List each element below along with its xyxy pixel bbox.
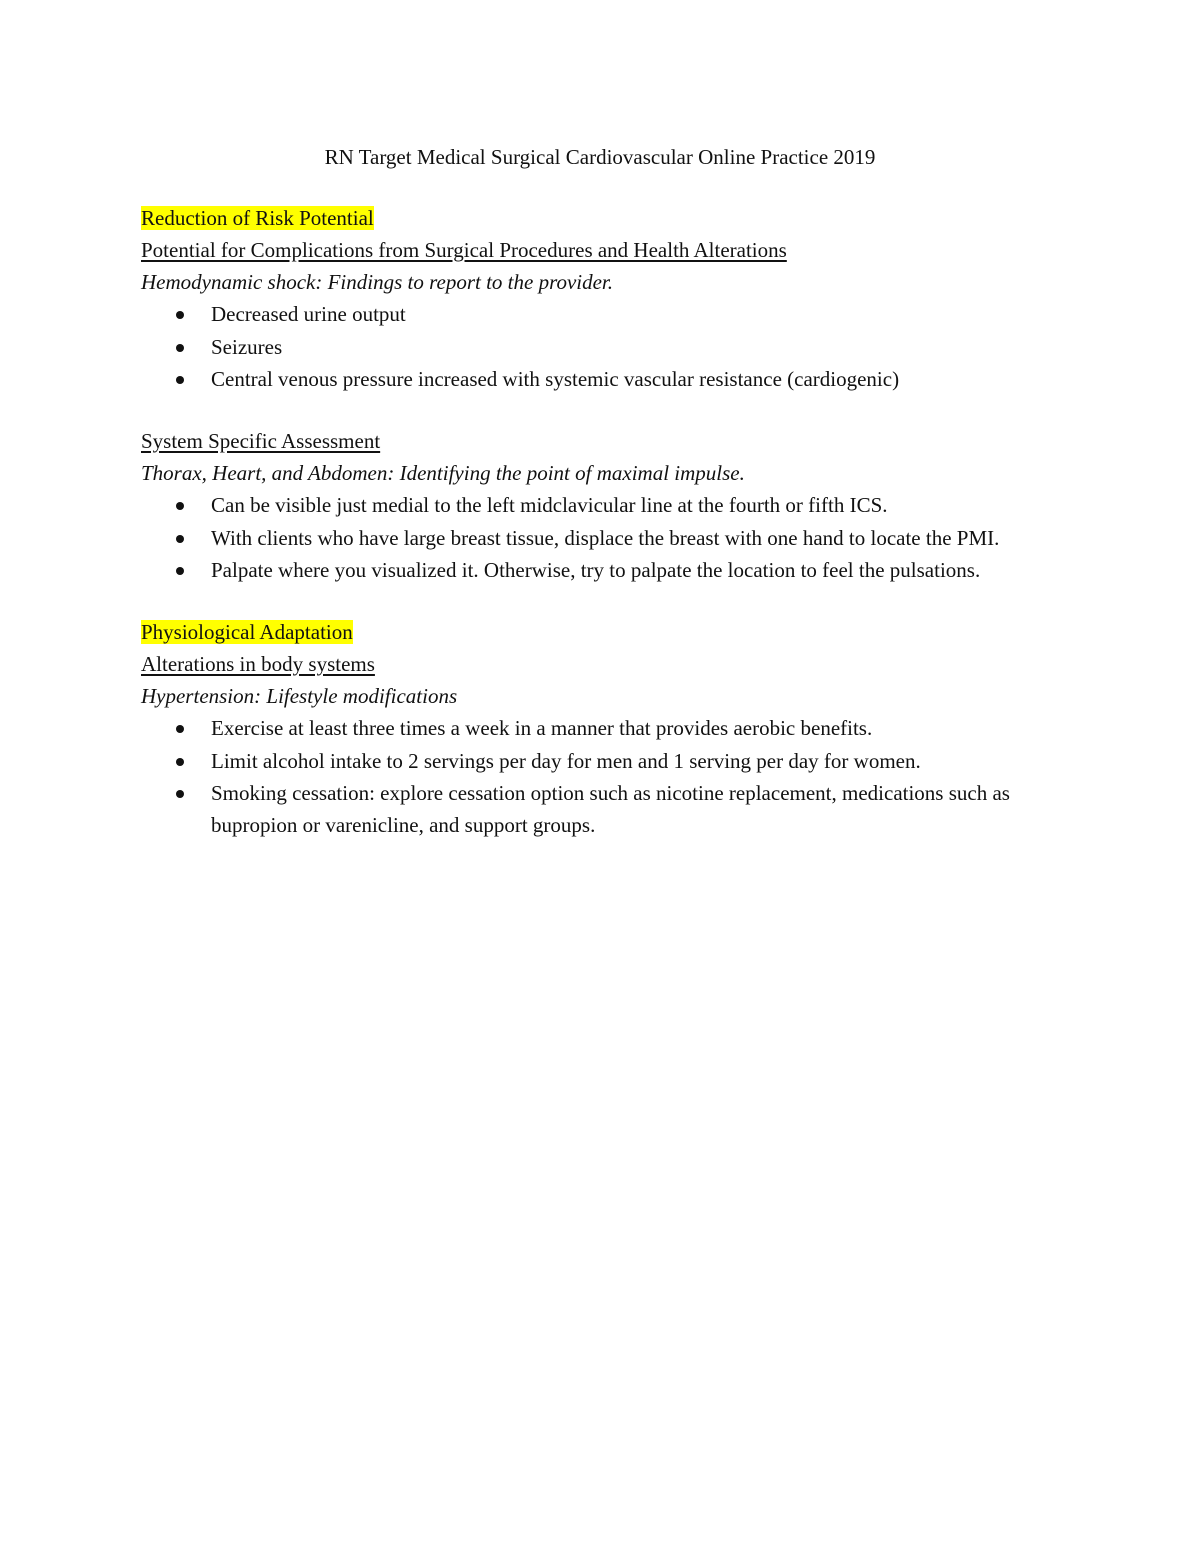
list-item <box>141 331 1061 363</box>
category-heading-row <box>141 616 1061 648</box>
list-item <box>141 777 1061 841</box>
category-heading-row <box>141 202 1061 234</box>
document-body <box>141 202 1061 842</box>
bullet-icon <box>176 376 184 384</box>
list-item <box>141 745 1061 777</box>
bullet-list <box>141 489 1061 586</box>
bullet-list <box>141 298 1061 395</box>
bullet-icon <box>176 535 184 543</box>
list-item-text: Seizures <box>211 334 283 359</box>
topic-heading: Hemodynamic shock: Findings to report to the provider. <box>141 270 614 294</box>
list-item <box>141 489 1061 521</box>
list-item <box>141 554 1061 586</box>
list-item-text: With clients who have large breast tissue, displace the breast with one hand to locate the PMI. <box>211 525 1000 550</box>
bullet-icon <box>176 758 184 766</box>
list-item <box>141 712 1061 744</box>
bullet-list <box>141 712 1061 841</box>
topic-heading: Thorax, Heart, and Abdomen: Identifying the point of maximal impulse. <box>141 461 745 485</box>
bullet-icon <box>176 344 184 352</box>
bullet-icon <box>176 790 184 798</box>
category-heading: Reduction of Risk Potential <box>141 206 374 230</box>
subcategory-heading: System Specific Assessment <box>141 429 381 453</box>
list-item <box>141 522 1061 554</box>
document-title: RN Target Medical Surgical Cardiovascular Online Practice 2019 <box>324 145 876 169</box>
bullet-icon <box>176 567 184 575</box>
list-item <box>141 298 1061 330</box>
list-item-text: Smoking cessation: explore cessation option such as nicotine replacement, medications such as bupropion or varenicline, and support groups. <box>211 781 1010 837</box>
bullet-icon <box>176 725 184 733</box>
section-system-specific-assessment <box>141 425 1061 586</box>
bullet-icon <box>176 502 184 510</box>
list-item-text: Palpate where you visualized it. Otherwise, try to palpate the location to feel the pulsations. <box>211 558 981 582</box>
subcategory-heading: Potential for Complications from Surgical Procedures and Health Alterations <box>141 238 787 262</box>
topic-heading: Hypertension: Lifestyle modifications <box>141 684 458 708</box>
list-item-text: Limit alcohol intake to 2 servings per day for men and 1 serving per day for women. <box>211 748 921 773</box>
subcategory-heading: Alterations in body systems <box>141 652 375 676</box>
section-physiological-adaptation <box>141 616 1061 841</box>
list-item <box>141 363 1061 395</box>
list-item-text: Exercise at least three times a week in a manner that provides aerobic benefits. <box>211 716 873 740</box>
list-item-text: Decreased urine output <box>211 302 406 326</box>
bullet-icon <box>176 311 184 319</box>
list-item-text: Can be visible just medial to the left midclavicular line at the fourth or fifth ICS. <box>211 493 888 517</box>
category-heading: Physiological Adaptation <box>141 620 353 644</box>
list-item-text: Central venous pressure increased with systemic vascular resistance (cardiogenic) <box>211 367 900 391</box>
section-reduction-of-risk <box>141 202 1061 395</box>
